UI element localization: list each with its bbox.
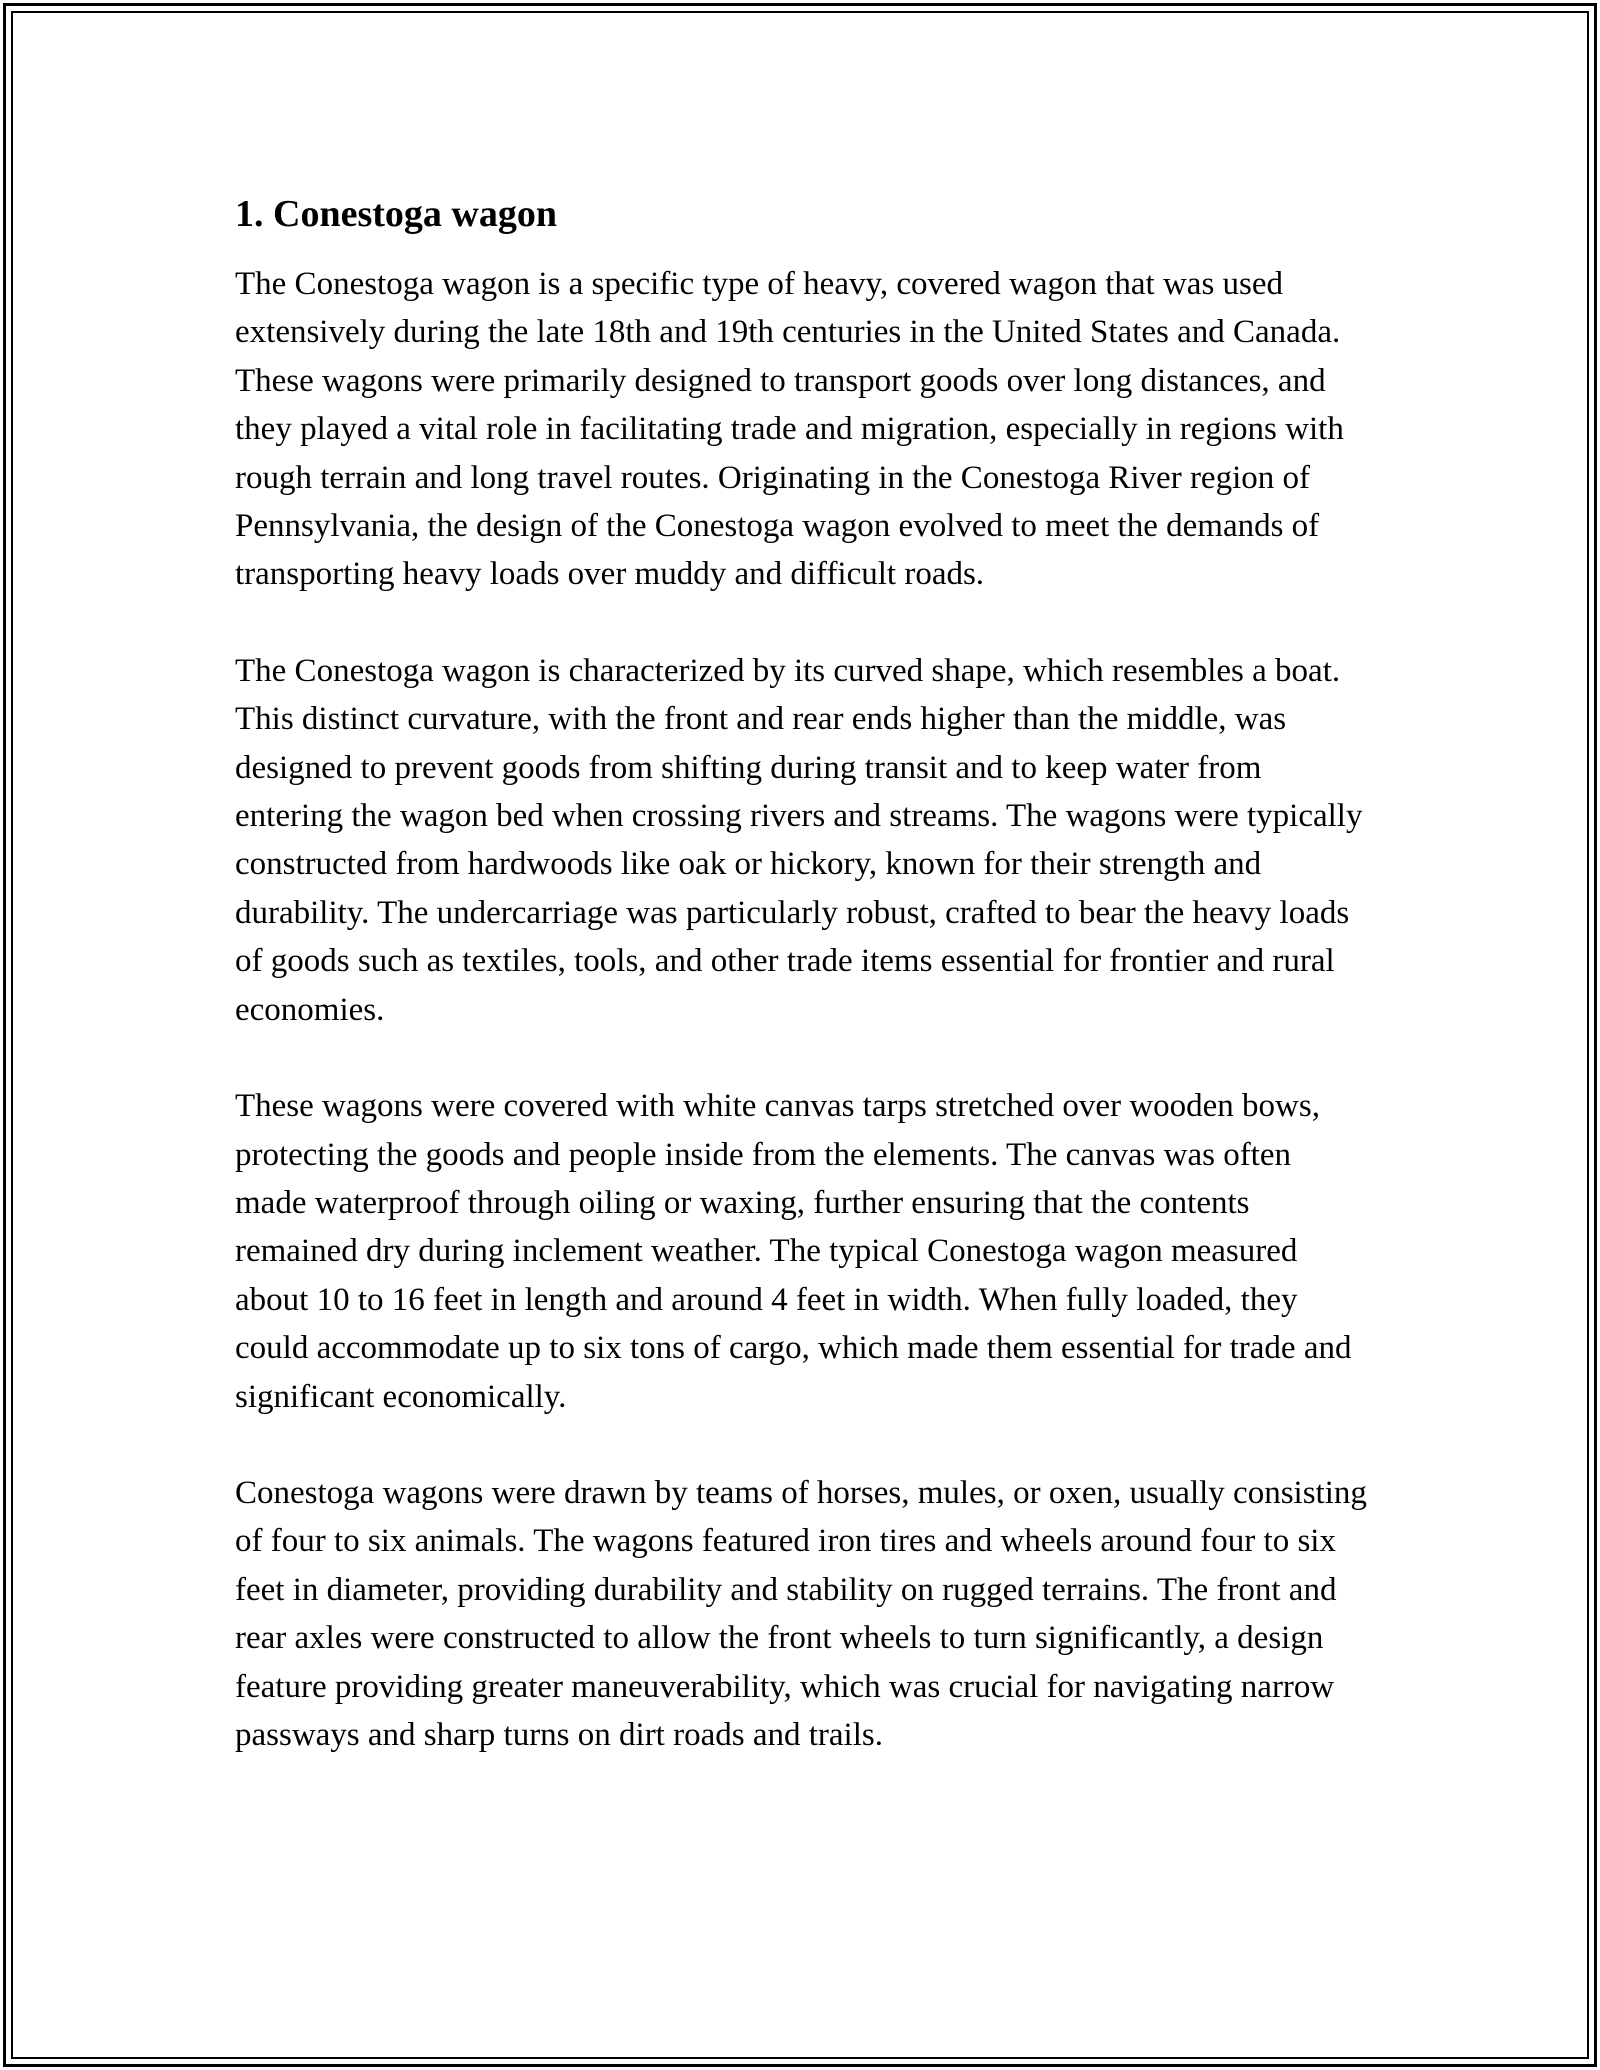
paragraph-origins: The Conestoga wagon is a specific type of heavy, covered wagon that was used extensively during the late 18th and 19th centuries in the United States and Canada. These wagons were primarily designed to transport goods over long distances, and they played a vital role in facilitating trade and migration, especially in regions with rough terrain and long travel routes. Originating in the Conestoga River region of Pennsylvania, the design of the Conestoga wagon evolved to meet the demands of transporting heavy loads over muddy and difficult roads.	[235, 266, 1344, 593]
section-heading: 1. Conestoga wagon	[235, 193, 557, 235]
document-body	[235, 190, 1370, 1807]
paragraph-animals-wheels: Conestoga wagons were drawn by teams of horses, mules, or oxen, usually consisting of four to six animals. The wagons featured iron tires and wheels around four to six feet in diameter, providing durability and stability on rugged terrains. The front and rear axles were constructed to allow the front wheels to turn significantly, a design feature providing greater maneuverability, which was crucial for navigating narrow passways and sharp turns on dirt roads and trails.	[235, 1474, 1367, 1753]
paragraph-canvas-dimensions: These wagons were covered with white canvas tarps stretched over wooden bows, protecting the goods and people inside from the elements. The canvas was often made waterproof through oiling or waxing, further ensuring that the contents remained dry during inclement weather. The typical Conestoga wagon measured about 10 to 16 feet in length and around 4 feet in width. When fully loaded, they could accommodate up to six tons of cargo, which made them essential for trade and significant economically.	[235, 1088, 1352, 1415]
paragraph-design: The Conestoga wagon is characterized by its curved shape, which resembles a boat. This distinct curvature, with the front and rear ends higher than the middle, was designed to prevent goods from shifting during transit and to keep water from entering the wagon bed when crossing rivers and streams. The wagons were typically constructed from hardwoods like oak or hickory, known for their strength and durability. The undercarriage was particularly robust, crafted to bear the heavy loads of goods such as textiles, tools, and other trade items essential for frontier and rural economies.	[235, 652, 1363, 1028]
